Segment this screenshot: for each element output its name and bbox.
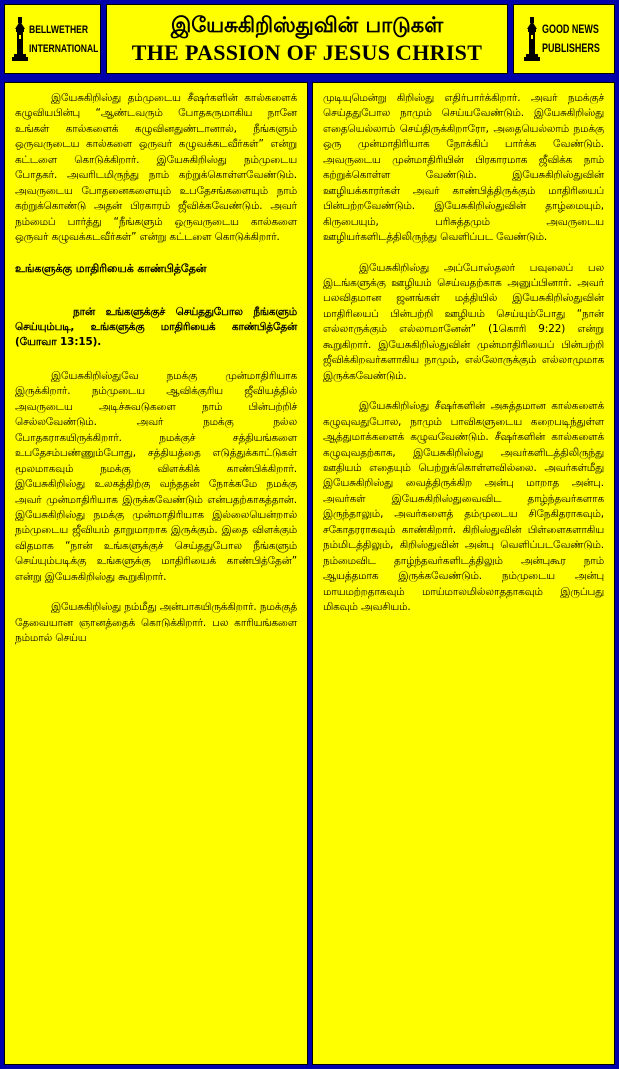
- scripture-quote: நான் உங்களுக்குச் செய்ததுபோல நீங்களும் செய்யும்படி, உங்களுக்கு மாதிரியைக் காண்பித்தேன் (யோவா 13:15).: [15, 305, 297, 349]
- logo-line-2: INTERNATIONAL: [29, 43, 99, 55]
- good-news-logo: [513, 4, 615, 74]
- bellwether-logo: [4, 4, 101, 74]
- section-heading: உங்களுக்கு மாதிரியைக் காண்பித்தேன்: [15, 261, 207, 275]
- logo-line-2: PUBLISHERS: [542, 43, 600, 55]
- tower-icon: [12, 17, 28, 61]
- paragraph: இயேசுகிறிஸ்து நம்மீது அன்பாகயிருக்கிறார். நமக்குத் தேவையான ஞானத்தைக் கொடுக்கிறார். பல காரியங்களை நம்மால் செய்ய: [15, 601, 297, 645]
- logo-line-1: GOOD NEWS: [542, 24, 599, 36]
- paragraph: இயேசுகிறிஸ்துவே நமக்கு முன்மாதிரியாக இருக்கிறார். நம்முடைய ஆவிக்குரிய ஜீவியத்தில் அவருடைய அடிச்சுவடுகளை நாம் பின்பற்றிச் செல்லவேண்டும். அவர் நமக்கு நல்ல போதகராகயிருக்கிறார். நமக்குச் சத்தியங்களை உபதேசம்பண்ணும்போது, சத்தியத்தை எடுத்துக்காட்டுகள் மூலமாகவும் நமக்கு விளக்கிக் காண்பிக்கிறார். இயேசுகிறிஸ்து உலகத்திற்கு வந்ததன் நோக்கமே நமக்கு அவர் முன்மாதிரியாக இருக்கவேண்டும் என்பதற்காகத்தான். இயேசுகிறிஸ்து நமக்கு முன்மாதிரியாக இல்லையென்றால் நம்முடைய ஜீவியம் தாறுமாறாக இருக்கும். இதை விளக்கும் விதமாக “நான் உங்களுக்குச் செய்ததுபோல நீங்களும் செய்யும்படிக்கு உங்களுக்கு மாதிரியைக் காண்பித்தேன்” என்று இயேசுகிறிஸ்து கூறுகிறார்.: [15, 369, 297, 583]
- page-header: [0, 0, 619, 78]
- tower-icon: [524, 17, 540, 61]
- title-box: [106, 4, 508, 74]
- paragraph: இயேசுகிறிஸ்து தம்முடைய சீஷர்களின் கால்களைக் கழுவியபின்பு “ஆண்டவரும் போதகருமாகிய நானே உங்கள் கால்களைக் கழுவினதுண்டானால், நீங்களும் ஒருவருடைய கால்களை ஒருவர் கழுவக்கடவீர்கள்” என்று கட்டளை கொடுக்கிறார். இயேசுகிறிஸ்து நம்முடைய போதகர். அவரிடமிருந்து நாம் கற்றுக்கொள்ளவேண்டும். அவருடைய போதனைகளையும் உபதேசங்களையும் நாம் கற்றுக்கொண்டு அதன் பிரகாரம் ஜீவிக்கவேண்டும். அவர் நம்மைப் பார்த்து “நீங்களும் ஒருவருடைய கால்களை ஒருவர் கழுவக்கடவீர்கள்” என்று கட்டளை கொடுக்கிறார்.: [15, 92, 297, 244]
- paragraph: இயேசுகிறிஸ்து சீஷர்களின் அசுத்தமான கால்களைக் கழுவுவதுபோல, நாமும் பாவிகளுடைய கறைபடிந்துள்ள ஆத்துமாக்களைக் கழுவவேண்டும். சீஷர்களின் கால்களைக் கழுவுவதற்காக, இயேசுகிறிஸ்து அவர்களிடத்திலிருந்து ஊதியம் எதையும் பெற்றுக்கொள்ளவில்லை. அவர்கள்மீது இயேசுகிறிஸ்து வைத்திருக்கிற அன்பு மாறாத அன்பு. அவர்கள் இயேசுகிறிஸ்துவைவிட தாழ்ந்தவர்களாக இருந்தாலும், அவர்களைத் தம்முடைய சிநேகிதராகவும், சகோதரராகவும் காண்கிறார். கிறிஸ்துவின் பிள்ளைகளாகிய நம்மிடத்திலும், கிறிஸ்துவின் அன்பு வெளிப்படவேண்டும். நம்மைவிட தாழ்ந்தவர்களிடத்திலும் அன்புகூர நாம் ஆயத்தமாக இருக்கவேண்டும். நம்முடைய அன்பு மாயமற்றதாகவும் மாய்மாலமில்லாததாகவும் இருப்பது மிகவும் அவசியம்.: [323, 400, 604, 614]
- page-title-tamil: இயேசுகிறிஸ்துவின் பாடுகள்: [170, 13, 444, 37]
- left-column: [4, 82, 308, 1065]
- right-column: [312, 82, 615, 1065]
- paragraph: இயேசுகிறிஸ்து அப்போஸ்தலர் பவுலைப் பல இடங்களுக்கு ஊழியம் செய்வதற்காக அனுப்பினார். அவர் பலவிதமான ஜனங்கள் மத்தியில் இயேசுகிறிஸ்துவின் மாதிரியைப் பின்பற்றி ஊழியம் செய்யும்போது “நான் எல்லாருக்கும் எல்லாமானேன்” (1கொரி 9:22) என்று கூறுகிறார். இயேசுகிறிஸ்துவின் முன்மாதிரியைப் பின்பற்றி ஜீவிக்கிறவர்களாகிய நாமும், எல்லோருக்கும் எல்லாமுமாக இருக்கவேண்டும்.: [323, 261, 604, 382]
- page-title-english: THE PASSION OF JESUS CHRIST: [131, 40, 483, 65]
- logo-line-1: BELLWETHER: [29, 24, 89, 36]
- paragraph: முடியுமென்று கிறிஸ்து எதிர்பார்க்கிறார். அவர் நமக்குச் செய்ததுபோல நாமும் செய்யவேண்டும். இயேசுகிறிஸ்து எதையெல்லாம் செய்திருக்கிறாரோ, அதையெல்லாம் நமக்கு ஒரு முன்மாதிரியாக நோக்கிப் பார்க்க வேண்டும். அவருடைய முன்மாதிரியின் பிரகாரமாக ஜீவிக்க நாம் கற்றுக்கொள்ள வேண்டும். இயேசுகிறிஸ்துவின் ஊழியக்காரர்கள் அவர் காண்பித்திருக்கும் மாதிரியைப் பின்பற்றவேண்டும். இயேசுகிறிஸ்துவின் தாழ்மையும், கிருபையும், பரிசுத்தமும் அவருடைய ஊழியர்களிடத்திலிருந்து வெளிப்பட வேண்டும்.: [323, 92, 604, 244]
